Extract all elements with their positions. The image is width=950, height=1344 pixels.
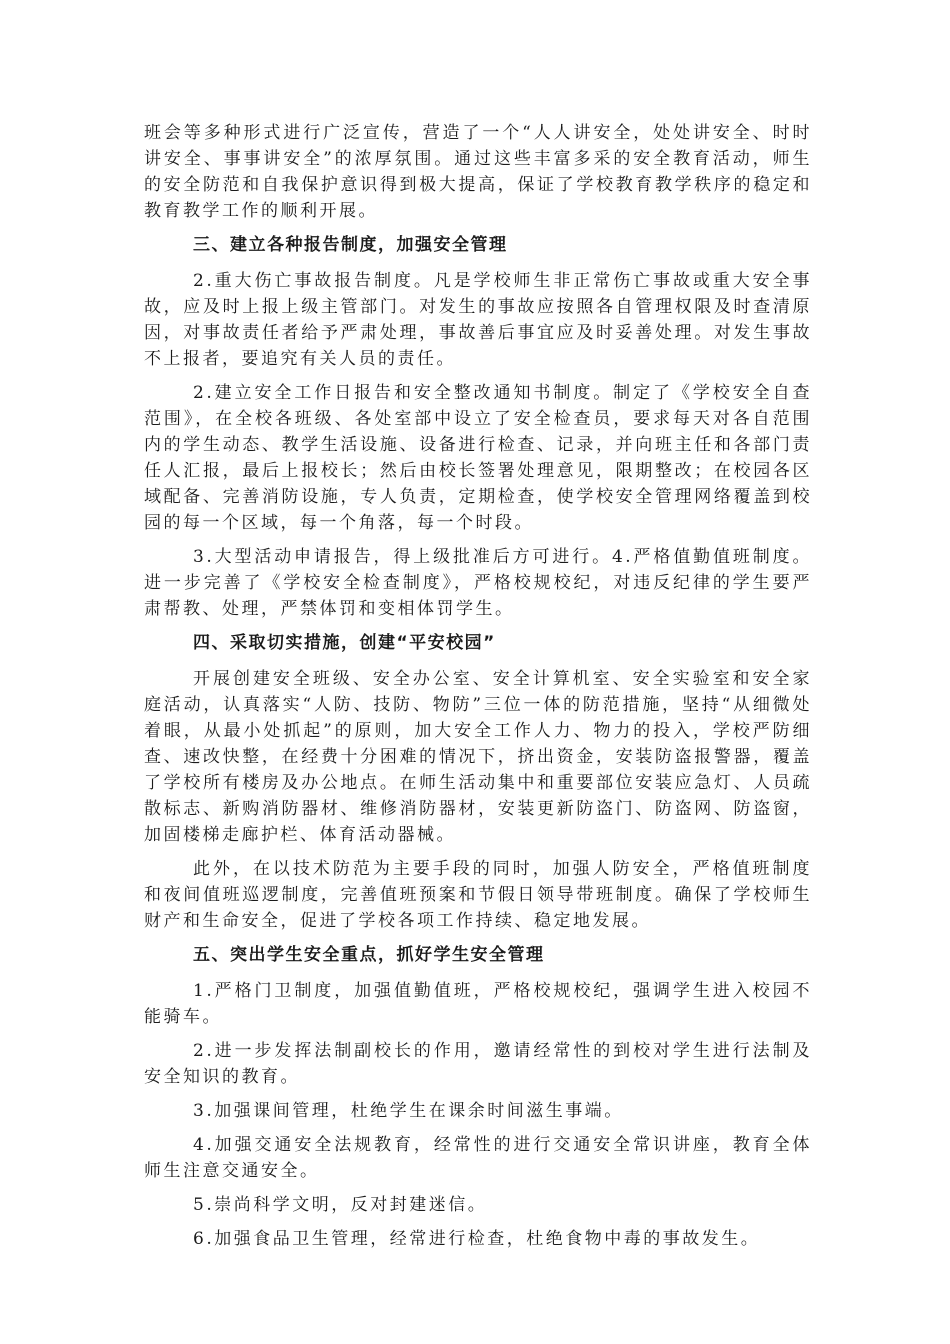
paragraph-5-1: 1.严格门卫制度，加强值勤值班，严格校规校纪，强调学生进入校园不能骑车。 [144,981,812,1027]
paragraph-intro: 班会等多种形式进行广泛宣传，营造了一个“人人讲安全，处处讲安全、时时讲安全、事事讲安全”的浓厚氛围。通过这些丰富多采的安全教育活动，师生的安全防范和自我保护意识得到极大提高，保证了学校教育教学秩序的稳定和教育教学工作的顺利开展。 [144,123,812,221]
section-heading-5: 五、突出学生安全重点，抓好学生安全管理 [193,945,545,965]
paragraph-3-2: 2.建立安全工作日报告和安全整改通知书制度。制定了《学校安全自查范围》，在全校各班级、各处室部中设立了安全检查员，要求每天对各自范围内的学生动态、教学生活设施、设备进行检查、记录，并向班主任和各部门责任人汇报，最后上报校长；然后由校长签署处理意见，限期整改；在校园各区域配备、完善消防设施，专人负责，定期检查，使学校安全管理网络覆盖到校园的每一个区域，每一个角落，每一个时段。 [144,383,812,533]
paragraph-3-1: 2.重大伤亡事故报告制度。凡是学校师生非正常伤亡事故或重大安全事故，应及时上报上级主管部门。对发生的事故应按照各自管理权限及时查清原因，对事故责任者给予严肃处理，事故善后事宜应及时妥善处理。对发生事故不上报者，要追究有关人员的责任。 [144,271,812,369]
paragraph-5-6: 6.加强食品卫生管理，经常进行检查，杜绝食物中毒的事故发生。 [193,1229,761,1249]
paragraph-5-3: 3.加强课间管理，杜绝学生在课余时间滋生事端。 [193,1101,624,1121]
section-heading-4: 四、采取切实措施，创建“平安校园” [193,633,496,653]
paragraph-5-5: 5.崇尚科学文明，反对封建迷信。 [193,1195,488,1215]
section-heading-3: 三、建立各种报告制度，加强安全管理 [193,235,508,255]
paragraph-5-4: 4.加强交通安全法规教育，经常性的进行交通安全常识讲座，教育全体师生注意交通安全。 [144,1135,812,1181]
paragraph-3-3: 3.大型活动申请报告，得上级批准后方可进行。4.严格值勤值班制度。进一步完善了《学校安全检查制度》，严格校规校纪，对违反纪律的学生要严肃帮教、处理，严禁体罚和变相体罚学生。 [144,547,812,619]
document-page [144,120,812,1260]
paragraph-4-2: 此外，在以技术防范为主要手段的同时，加强人防安全，严格值班制度和夜间值班巡逻制度，完善值班预案和节假日领导带班制度。确保了学校师生财产和生命安全，促进了学校各项工作持续、稳定地发展。 [144,859,812,931]
paragraph-5-2: 2.进一步发挥法制副校长的作用，邀请经常性的到校对学生进行法制及安全知识的教育。 [144,1041,812,1087]
paragraph-4-1: 开展创建安全班级、安全办公室、安全计算机室、安全实验室和安全家庭活动，认真落实“人防、技防、物防”三位一体的防范措施，坚持“从细微处着眼，从最小处抓起”的原则，加大安全工作人力、物力的投入，学校严防细查、速改快整，在经费十分困难的情况下，挤出资金，安装防盗报警器，覆盖了学校所有楼房及办公地点。在师生活动集中和重要部位安装应急灯、人员疏散标志、新购消防器材、维修消防器材，安装更新防盗门、防盗网、防盗窗，加固楼梯走廊护栏、体育活动器械。 [144,669,812,845]
